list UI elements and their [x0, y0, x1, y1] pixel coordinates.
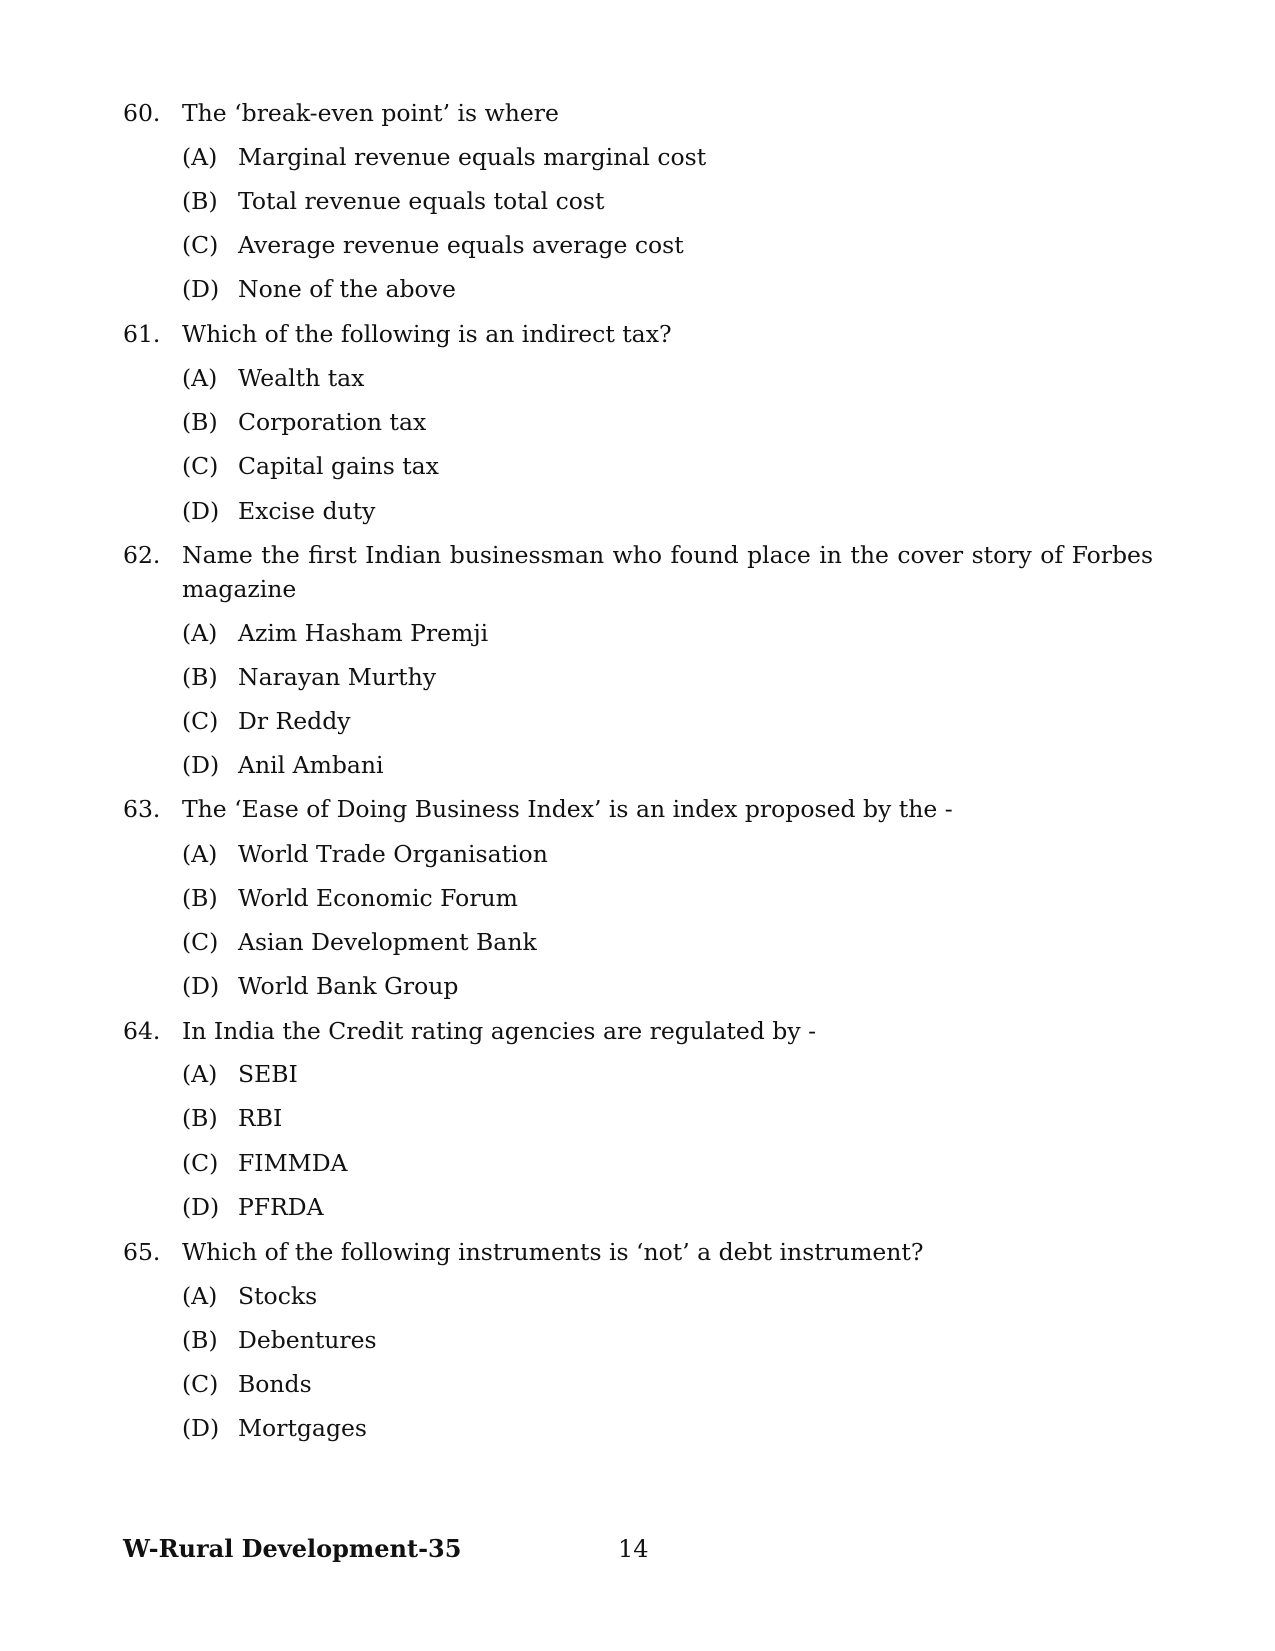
- option-text: Stocks: [238, 1282, 318, 1310]
- option-text: PFRDA: [238, 1193, 324, 1221]
- option-label: (D): [182, 972, 220, 1000]
- option-label: (A): [182, 1060, 218, 1088]
- option-63-c: [182, 925, 537, 959]
- option-text: Total revenue equals total cost: [238, 187, 605, 215]
- option-65-b: [182, 1323, 377, 1357]
- option-text: Anil Ambani: [238, 751, 384, 779]
- question-text: The ‘Ease of Doing Business Index’ is an index proposed by the -: [182, 795, 953, 823]
- option-60-a: [182, 140, 706, 174]
- question-63: [123, 792, 1153, 826]
- option-64-d: [182, 1190, 324, 1224]
- option-61-a: [182, 361, 364, 395]
- option-text: Azim Hasham Premji: [238, 619, 489, 647]
- option-text: Mortgages: [238, 1414, 367, 1442]
- option-62-a: [182, 616, 488, 650]
- question-61: [123, 317, 1153, 351]
- option-64-a: [182, 1057, 298, 1091]
- option-label: (C): [182, 231, 219, 259]
- option-label: (A): [182, 619, 218, 647]
- option-61-c: [182, 449, 439, 483]
- option-label: (C): [182, 1149, 219, 1177]
- option-label: (B): [182, 1326, 218, 1354]
- option-63-a: [182, 837, 548, 871]
- option-60-d: [182, 272, 456, 306]
- option-61-b: [182, 405, 426, 439]
- option-65-d: [182, 1411, 367, 1445]
- option-label: (A): [182, 364, 218, 392]
- option-64-b: [182, 1101, 282, 1135]
- option-64-c: [182, 1146, 348, 1180]
- option-label: (B): [182, 663, 218, 691]
- paper-code: W-Rural Development-35: [123, 1534, 462, 1563]
- page-number: 14: [618, 1535, 649, 1563]
- question-number: 60.: [123, 99, 161, 127]
- question-62: [123, 538, 1153, 606]
- option-text: None of the above: [238, 275, 456, 303]
- option-label: (C): [182, 928, 219, 956]
- question-number: 64.: [123, 1017, 161, 1045]
- option-label: (D): [182, 751, 220, 779]
- option-text: Asian Development Bank: [238, 928, 537, 956]
- question-65: [123, 1235, 1153, 1269]
- option-text: Excise duty: [238, 497, 376, 525]
- option-text: Narayan Murthy: [238, 663, 436, 691]
- question-64: [123, 1014, 1153, 1048]
- option-62-b: [182, 660, 436, 694]
- question-number: 65.: [123, 1238, 161, 1266]
- option-label: (D): [182, 275, 220, 303]
- option-text: RBI: [238, 1104, 283, 1132]
- option-text: Marginal revenue equals marginal cost: [238, 143, 707, 171]
- question-text: Name the first Indian businessman who found place in the cover story of Forbes magazine: [182, 541, 1153, 603]
- option-label: (A): [182, 143, 218, 171]
- option-text: Dr Reddy: [238, 707, 351, 735]
- option-label: (C): [182, 707, 219, 735]
- option-text: Average revenue equals average cost: [238, 231, 684, 259]
- question-text: Which of the following instruments is ‘not’ a debt instrument?: [182, 1238, 924, 1266]
- option-text: Bonds: [238, 1370, 312, 1398]
- option-63-b: [182, 881, 518, 915]
- question-text: Which of the following is an indirect tax?: [182, 320, 672, 348]
- option-text: FIMMDA: [238, 1149, 348, 1177]
- question-number: 63.: [123, 795, 161, 823]
- option-65-c: [182, 1367, 312, 1401]
- option-62-d: [182, 748, 384, 782]
- option-label: (A): [182, 840, 218, 868]
- question-text: In India the Credit rating agencies are regulated by -: [182, 1017, 817, 1045]
- question-number: 62.: [123, 541, 161, 569]
- option-text: Debentures: [238, 1326, 377, 1354]
- option-62-c: [182, 704, 351, 738]
- option-label: (A): [182, 1282, 218, 1310]
- option-63-d: [182, 969, 458, 1003]
- question-60: [123, 96, 1153, 130]
- option-label: (D): [182, 497, 220, 525]
- option-label: (B): [182, 884, 218, 912]
- option-label: (D): [182, 1193, 220, 1221]
- option-65-a: [182, 1279, 317, 1313]
- question-text: The ‘break-even point’ is where: [182, 99, 559, 127]
- option-60-b: [182, 184, 604, 218]
- option-label: (C): [182, 1370, 219, 1398]
- option-text: World Bank Group: [238, 972, 459, 1000]
- option-text: Capital gains tax: [238, 452, 439, 480]
- option-text: SEBI: [238, 1060, 298, 1088]
- option-text: World Trade Organisation: [238, 840, 548, 868]
- option-61-d: [182, 494, 375, 528]
- option-label: (D): [182, 1414, 220, 1442]
- option-text: World Economic Forum: [238, 884, 518, 912]
- option-text: Corporation tax: [238, 408, 427, 436]
- question-number: 61.: [123, 320, 161, 348]
- option-label: (B): [182, 187, 218, 215]
- option-60-c: [182, 228, 684, 262]
- option-label: (B): [182, 1104, 218, 1132]
- option-text: Wealth tax: [238, 364, 365, 392]
- option-label: (C): [182, 452, 219, 480]
- option-label: (B): [182, 408, 218, 436]
